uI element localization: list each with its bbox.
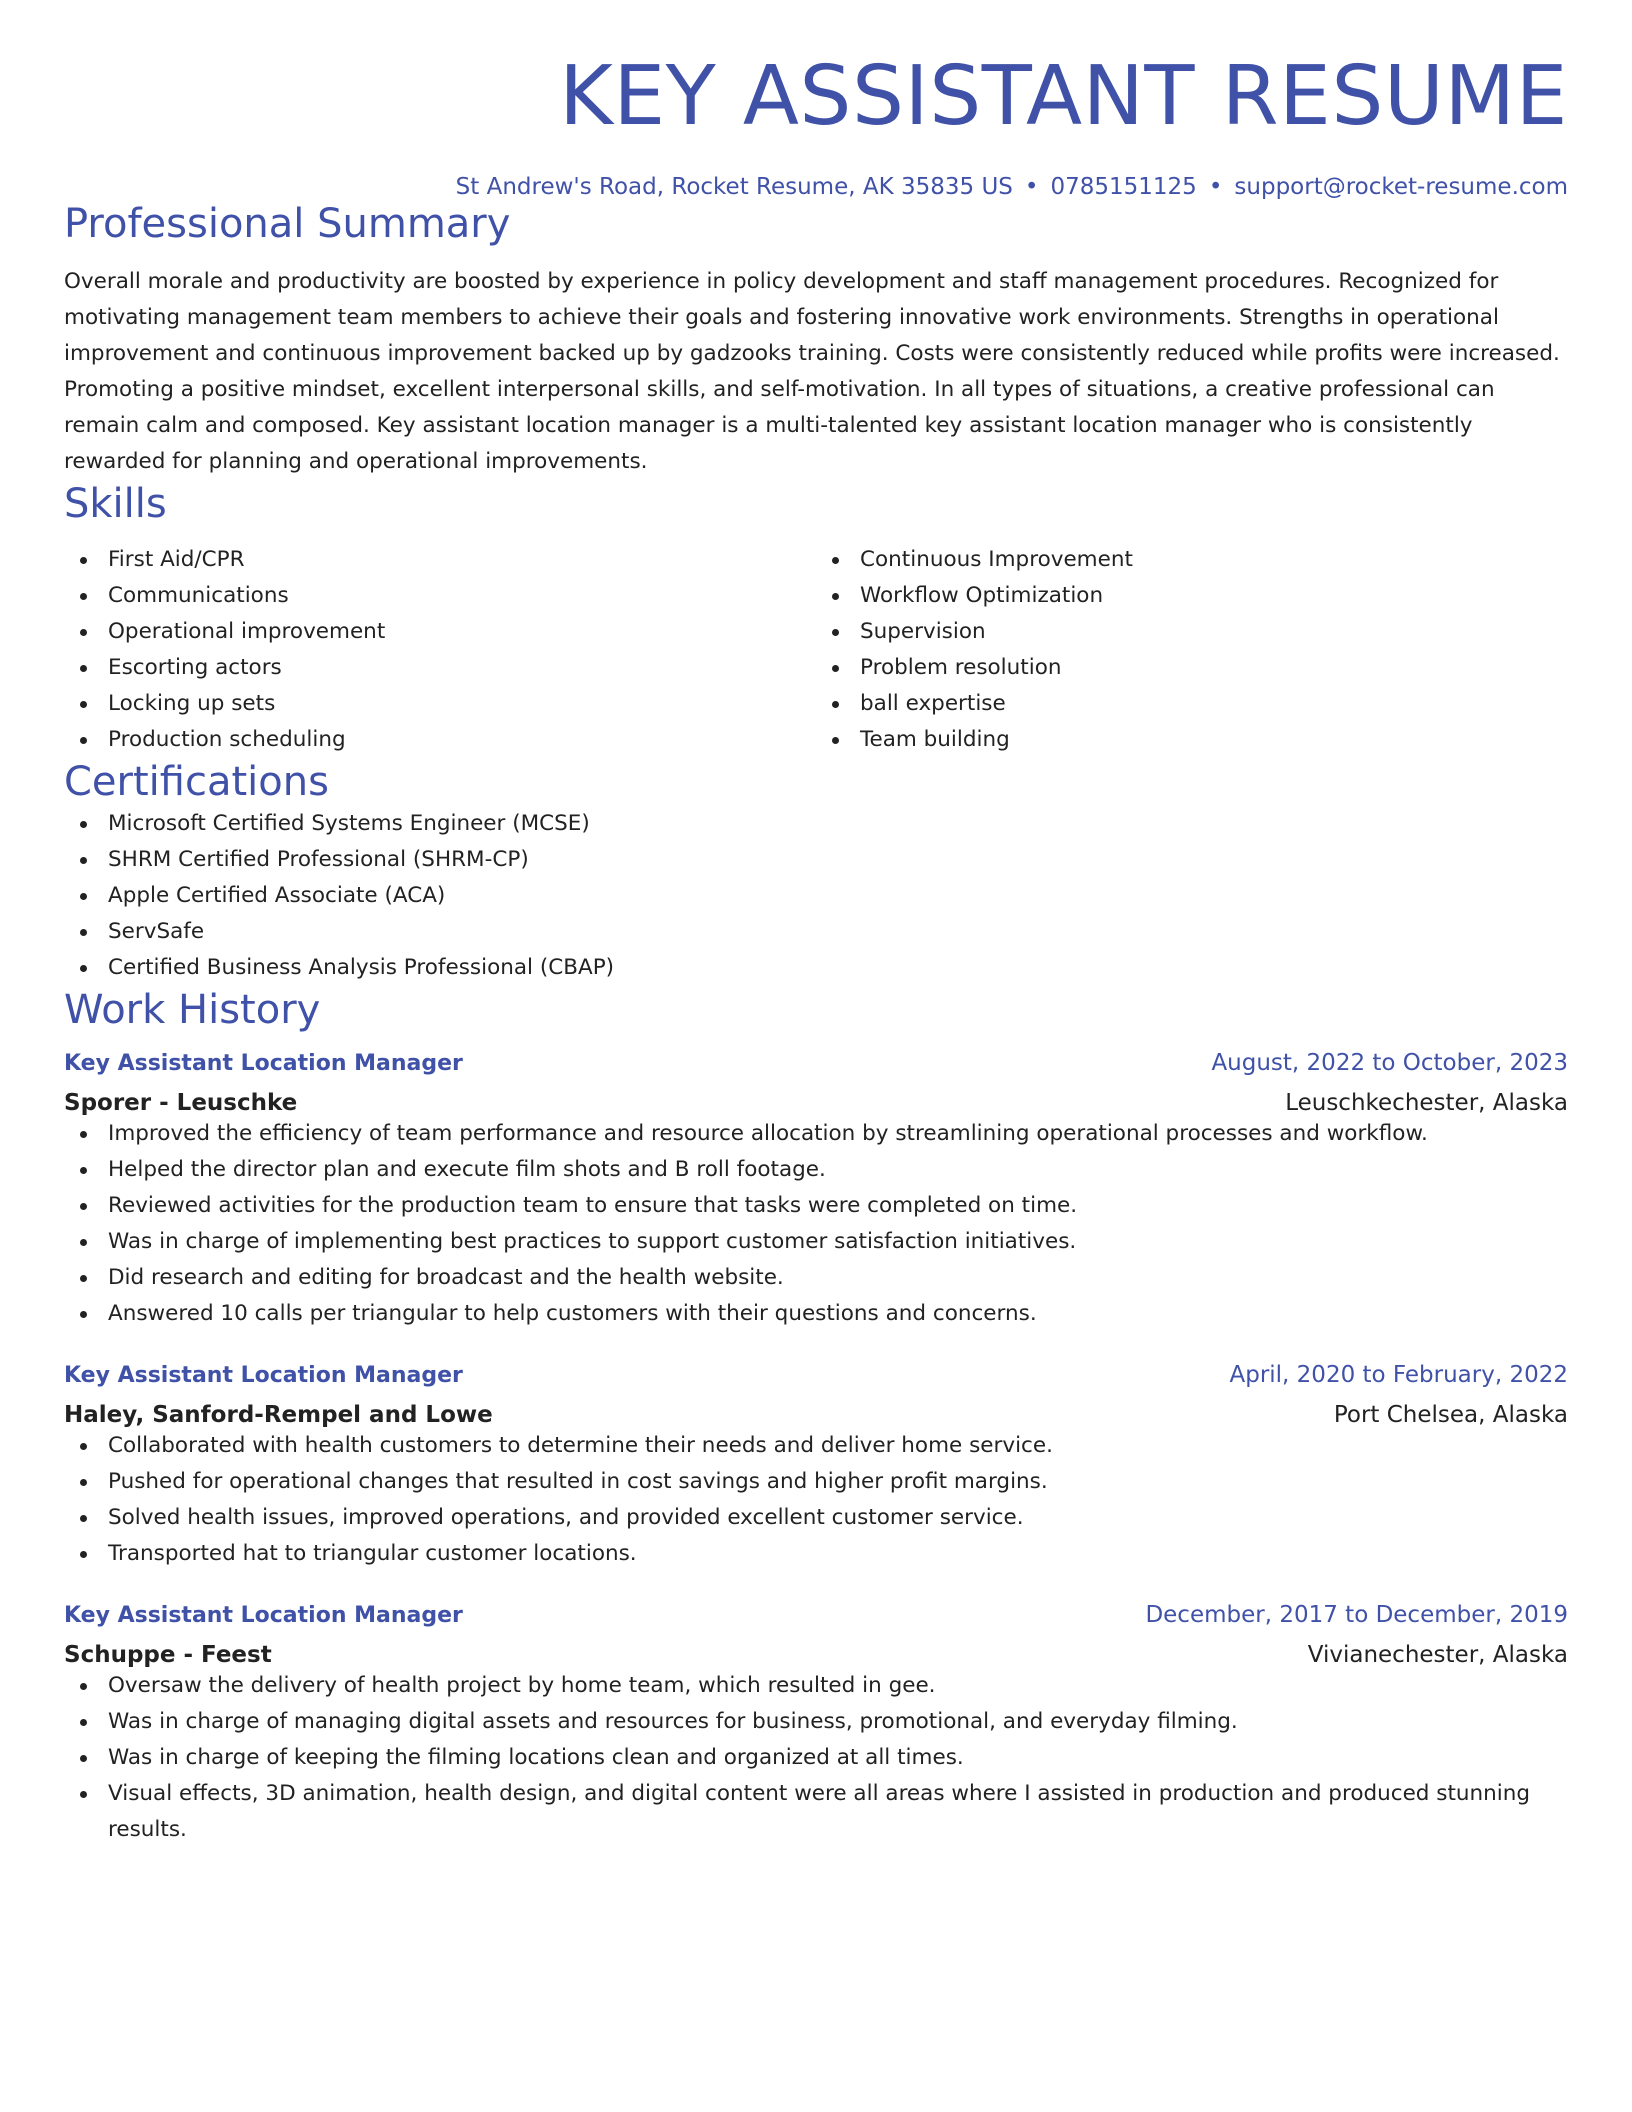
certification-item: Certified Business Analysis Professional (CBAP) xyxy=(64,950,1568,986)
job-header xyxy=(64,1362,1568,1388)
job-header xyxy=(64,1602,1568,1628)
job-company: Haley, Sanford-Rempel and Lowe xyxy=(64,1402,493,1429)
job-duties xyxy=(64,1428,1568,1572)
job-title: Key Assistant Location Manager xyxy=(64,1051,463,1077)
contact-email: support@rocket-resume.com xyxy=(1234,174,1568,201)
skills-heading: Skills xyxy=(64,481,167,528)
summary-text: Overall morale and productivity are boosted by experience in policy development and staff management procedures. Recognized for motivating management team members to achieve their goals and fostering innovative work environments. Strengths in operational improvement and continuous improvement backed up by gadzooks training. Costs were consistently reduced while profits were increased. Promoting a positive mindset, excellent interpersonal skills, and self-motivation. In all types of situations, a creative professional can remain calm and composed. Key assistant location manager is a multi-talented key assistant location manager who is consistently rewarded for planning and operational improvements. xyxy=(64,269,1560,475)
skill-item: First Aid/CPR xyxy=(64,542,816,578)
contact-phone: 0785151125 xyxy=(1050,174,1197,201)
skill-item: Workflow Optimization xyxy=(816,578,1568,614)
job-duties xyxy=(64,1116,1568,1332)
work-history-heading: Work History xyxy=(64,987,321,1034)
job-title: Key Assistant Location Manager xyxy=(64,1363,463,1389)
certification-item: Apple Certified Associate (ACA) xyxy=(64,878,1568,914)
job-duty: Answered 10 calls per triangular to help customers with their questions and concerns. xyxy=(64,1296,1568,1332)
job-duty: Did research and editing for broadcast and the health website. xyxy=(64,1260,1568,1296)
job-entry xyxy=(64,1050,1568,1332)
job-duty: Was in charge of managing digital assets and resources for business, promotional, and everyday filming. xyxy=(64,1704,1568,1740)
certifications-heading: Certifications xyxy=(64,759,329,806)
job-duty: Improved the efficiency of team performance and resource allocation by streamlining operational processes and workflow. xyxy=(64,1116,1568,1152)
contact-address: St Andrew's Road, Rocket Resume, AK 35835 US xyxy=(455,174,1013,201)
skill-item: Team building xyxy=(816,722,1568,758)
job-duty: Visual effects, 3D animation, health design, and digital content were all areas where I assisted in production and produced stunning results. xyxy=(64,1776,1568,1848)
job-duty: Collaborated with health customers to determine their needs and deliver home service. xyxy=(64,1428,1568,1464)
job-header xyxy=(64,1050,1568,1076)
contact-separator: • xyxy=(1208,174,1223,201)
job-entry xyxy=(64,1362,1568,1572)
job-subheader xyxy=(64,1402,1568,1428)
job-duty: Helped the director plan and execute film shots and B roll footage. xyxy=(64,1152,1568,1188)
job-duty: Was in charge of implementing best practices to support customer satisfaction initiatives. xyxy=(64,1224,1568,1260)
job-duty: Transported hat to triangular customer locations. xyxy=(64,1536,1568,1572)
skill-item: Locking up sets xyxy=(64,686,816,722)
job-location: Leuschkechester, Alaska xyxy=(1285,1090,1568,1117)
job-location: Port Chelsea, Alaska xyxy=(1333,1402,1568,1429)
job-title: Key Assistant Location Manager xyxy=(64,1603,463,1629)
skills-grid xyxy=(64,542,1568,758)
certifications-list xyxy=(64,806,1568,986)
skill-item: Production scheduling xyxy=(64,722,816,758)
skills-list-right xyxy=(816,542,1568,758)
job-company: Sporer - Leuschke xyxy=(64,1090,298,1117)
certification-item: Microsoft Certified Systems Engineer (MCSE) xyxy=(64,806,1568,842)
skill-item: Operational improvement xyxy=(64,614,816,650)
skill-item: Supervision xyxy=(816,614,1568,650)
job-entry xyxy=(64,1602,1568,1848)
job-duty: Oversaw the delivery of health project by home team, which resulted in gee. xyxy=(64,1668,1568,1704)
job-duty: Pushed for operational changes that resulted in cost savings and higher profit margins. xyxy=(64,1464,1568,1500)
job-duty: Solved health issues, improved operations, and provided excellent customer service. xyxy=(64,1500,1568,1536)
job-duty: Was in charge of keeping the filming locations clean and organized at all times. xyxy=(64,1740,1568,1776)
job-subheader xyxy=(64,1642,1568,1668)
job-company: Schuppe - Feest xyxy=(64,1642,272,1669)
skills-list-left xyxy=(64,542,816,758)
job-location: Vivianechester, Alaska xyxy=(1307,1642,1568,1669)
job-dates: April, 2020 to February, 2022 xyxy=(1229,1362,1568,1389)
job-duties xyxy=(64,1668,1568,1848)
job-duty: Reviewed activities for the production team to ensure that tasks were completed on time. xyxy=(64,1188,1568,1224)
contact-separator: • xyxy=(1024,174,1039,201)
skill-item: Continuous Improvement xyxy=(816,542,1568,578)
summary-heading: Professional Summary xyxy=(64,201,511,248)
skill-item: Escorting actors xyxy=(64,650,816,686)
certification-item: SHRM Certified Professional (SHRM-CP) xyxy=(64,842,1568,878)
resume-name: KEY ASSISTANT RESUME xyxy=(559,49,1568,144)
certification-item: ServSafe xyxy=(64,914,1568,950)
job-dates: August, 2022 to October, 2023 xyxy=(1211,1050,1568,1077)
skill-item: ball expertise xyxy=(816,686,1568,722)
job-dates: December, 2017 to December, 2019 xyxy=(1145,1602,1568,1629)
skill-item: Communications xyxy=(64,578,816,614)
contact-line xyxy=(64,174,1568,200)
skill-item: Problem resolution xyxy=(816,650,1568,686)
job-subheader xyxy=(64,1090,1568,1116)
